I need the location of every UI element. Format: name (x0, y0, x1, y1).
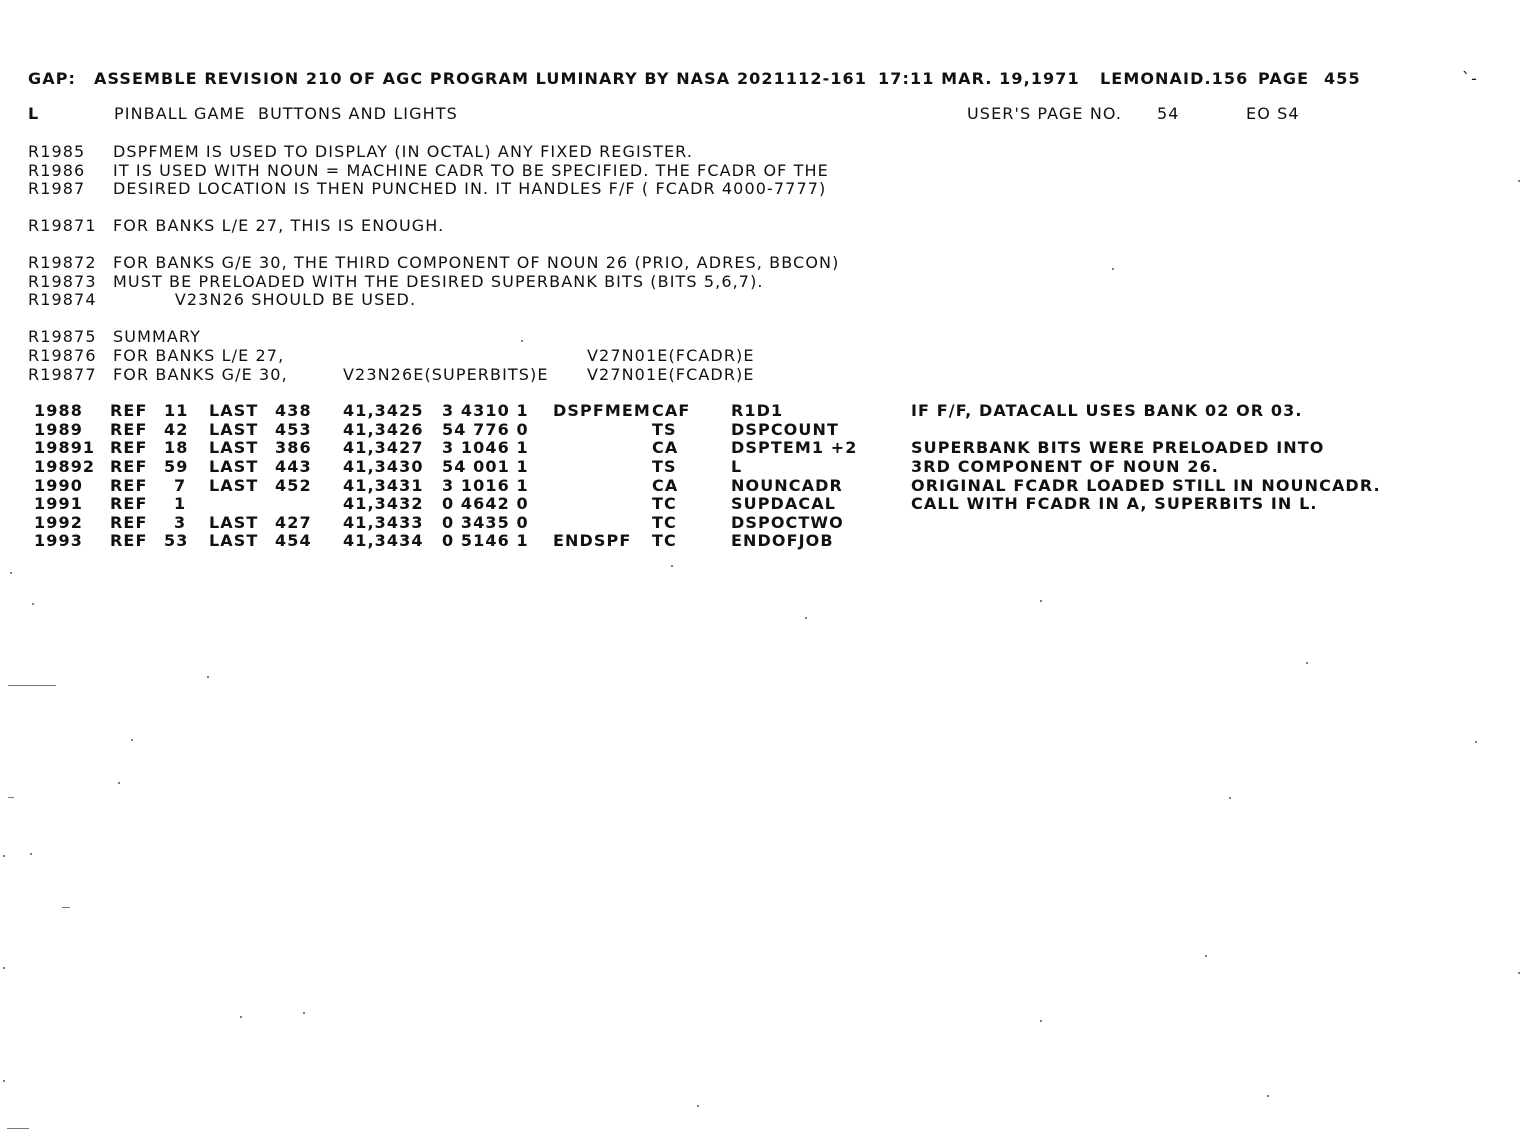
subheader-letter: L (28, 104, 40, 123)
scan-speck (10, 572, 12, 574)
operand: NOUNCADR (731, 476, 843, 495)
users-page-label: USER'S PAGE NO. (967, 104, 1123, 123)
last-number: 453 (275, 420, 312, 439)
symbol-label: DSPFMEM (553, 401, 651, 420)
scan-speck (805, 617, 807, 619)
scan-speck (303, 1012, 305, 1014)
ref-count: 1 (174, 494, 187, 513)
operand: DSPOCTWO (731, 513, 844, 532)
address: 41,3425 (343, 401, 424, 420)
address: 41,3434 (343, 531, 424, 550)
address: 41,3426 (343, 420, 424, 439)
scan-speck (1112, 268, 1114, 270)
scan-speck (1475, 741, 1477, 743)
octal-word: 3 1046 1 (442, 438, 529, 457)
remark-id: R19874 (28, 290, 97, 309)
line-number: 1992 (34, 513, 83, 532)
eo-code: EO S4 (1246, 104, 1300, 123)
corner-mark: `- (1462, 69, 1478, 88)
ref-count: 3 (174, 513, 187, 532)
users-page-number: 54 (1157, 104, 1180, 123)
remark-text: FOR BANKS L/E 27, (113, 346, 285, 365)
scan-speck (30, 853, 32, 855)
scan-speck (1518, 972, 1520, 974)
comment: IF F/F, DATACALL USES BANK 02 OR 03. (911, 401, 1303, 420)
operand: DSPCOUNT (731, 420, 839, 439)
remark-text: DESIRED LOCATION IS THEN PUNCHED IN. IT HANDLES F/F ( FCADR 4000-7777) (113, 179, 827, 198)
scan-speck (671, 565, 673, 567)
opcode: TC (652, 531, 677, 550)
remark-text: MUST BE PRELOADED WITH THE DESIRED SUPERBANK BITS (BITS 5,6,7). (113, 272, 764, 291)
page-number: 455 (1324, 69, 1361, 88)
remark-text: DSPFMEM IS USED TO DISPLAY (IN OCTAL) ANY FIXED REGISTER. (113, 142, 694, 161)
ref-count: 11 (164, 401, 189, 420)
scan-speck (3, 855, 5, 857)
address: 41,3427 (343, 438, 424, 457)
last-label: LAST (209, 401, 259, 420)
opcode: CAF (652, 401, 691, 420)
line-number: 19892 (34, 457, 96, 476)
operand: SUPDACAL (731, 494, 837, 513)
last-number: 386 (275, 438, 312, 457)
scan-speck (131, 739, 133, 741)
octal-word: 3 1016 1 (442, 476, 529, 495)
table-row (0, 532, 1536, 766)
last-number: 452 (275, 476, 312, 495)
remark-id: R1986 (28, 161, 86, 180)
line-number: 1993 (34, 531, 83, 550)
ref-label: REF (110, 513, 148, 532)
scan-speck (240, 1016, 242, 1018)
ref-count: 53 (164, 531, 189, 550)
scan-speck (3, 967, 5, 969)
remark-text: V23N26 SHOULD BE USED. (113, 290, 417, 309)
scan-speck (1205, 955, 1207, 957)
comment: SUPERBANK BITS WERE PRELOADED INTO (911, 438, 1325, 457)
scan-dash (62, 907, 70, 908)
ref-label: REF (110, 457, 148, 476)
opcode: TC (652, 494, 677, 513)
remark-text: FOR BANKS L/E 27, THIS IS ENOUGH. (113, 216, 445, 235)
remark-col3: V27N01E(FCADR)E (587, 346, 755, 365)
operand: DSPTEM1 +2 (731, 438, 858, 457)
comment: CALL WITH FCADR IN A, SUPERBITS IN L. (911, 494, 1318, 513)
remark-id: R1987 (28, 179, 86, 198)
ref-label: REF (110, 438, 148, 457)
line-number: 1989 (34, 420, 83, 439)
last-number: 438 (275, 401, 312, 420)
scan-speck (1040, 1020, 1042, 1022)
octal-word: 54 001 1 (442, 457, 529, 476)
ref-label: REF (110, 420, 148, 439)
scan-speck (521, 340, 523, 342)
remark-id: R1985 (28, 142, 86, 161)
ref-label: REF (110, 494, 148, 513)
scan-dash (8, 797, 14, 798)
gap-label: GAP: (28, 69, 77, 88)
opcode: TC (652, 513, 677, 532)
operand: L (731, 457, 743, 476)
remark-col2: V23N26E(SUPERBITS)E (343, 365, 549, 384)
scan-speck (697, 1105, 699, 1107)
scan-speck (1518, 180, 1520, 182)
remark-id: R19872 (28, 253, 97, 272)
scan-speck (1306, 662, 1308, 664)
line-number: 1990 (34, 476, 83, 495)
remark-id: R19876 (28, 346, 97, 365)
line-number: 1988 (34, 401, 83, 420)
remark-text: FOR BANKS G/E 30, THE THIRD COMPONENT OF NOUN 26 (PRIO, ADRES, BBCON) (113, 253, 840, 272)
remark-text: FOR BANKS G/E 30, (113, 365, 288, 384)
scan-dash (7, 1128, 29, 1129)
address: 41,3432 (343, 494, 424, 513)
scan-speck (1040, 600, 1042, 602)
comment: 3RD COMPONENT OF NOUN 26. (911, 457, 1219, 476)
opcode: CA (652, 438, 679, 457)
scan-speck (3, 1080, 5, 1082)
ref-count: 18 (164, 438, 189, 457)
ref-count: 59 (164, 457, 189, 476)
operand: R1D1 (731, 401, 784, 420)
last-label: LAST (209, 531, 259, 550)
octal-word: 0 3435 0 (442, 513, 529, 532)
octal-word: 0 4642 0 (442, 494, 529, 513)
ref-label: REF (110, 476, 148, 495)
last-number: 454 (275, 531, 312, 550)
ref-count: 42 (164, 420, 189, 439)
last-label: LAST (209, 457, 259, 476)
line-number: 1991 (34, 494, 83, 513)
last-number: 443 (275, 457, 312, 476)
scan-speck (32, 603, 34, 605)
scan-speck (1267, 1095, 1269, 1097)
last-label: LAST (209, 513, 259, 532)
remark-id: R19875 (28, 327, 97, 346)
address: 41,3430 (343, 457, 424, 476)
last-number: 427 (275, 513, 312, 532)
symbol-label: ENDSPF (553, 531, 632, 550)
remark-id: R19871 (28, 216, 97, 235)
scan-speck (118, 782, 120, 784)
last-label: LAST (209, 438, 259, 457)
ref-count: 7 (174, 476, 187, 495)
octal-word: 3 4310 1 (442, 401, 529, 420)
octal-word: 54 776 0 (442, 420, 529, 439)
address: 41,3431 (343, 476, 424, 495)
opcode: TS (652, 457, 677, 476)
remark-text: IT IS USED WITH NOUN = MACHINE CADR TO BE SPECIFIED. THE FCADR OF THE (113, 161, 829, 180)
scan-speck (1229, 797, 1231, 799)
page-label: PAGE (1258, 69, 1310, 88)
scan-speck (207, 676, 209, 678)
address: 41,3433 (343, 513, 424, 532)
scan-dash (8, 685, 56, 686)
opcode: CA (652, 476, 679, 495)
line-number: 19891 (34, 438, 96, 457)
remark-id: R19877 (28, 365, 97, 384)
opcode: TS (652, 420, 677, 439)
octal-word: 0 5146 1 (442, 531, 529, 550)
last-label: LAST (209, 420, 259, 439)
remark-id: R19873 (28, 272, 97, 291)
ref-label: REF (110, 531, 148, 550)
comment: ORIGINAL FCADR LOADED STILL IN NOUNCADR. (911, 476, 1381, 495)
section-title: PINBALL GAME BUTTONS AND LIGHTS (114, 104, 458, 123)
assemble-title: ASSEMBLE REVISION 210 OF AGC PROGRAM LUMINARY BY NASA 2021112-161 (94, 69, 868, 88)
remark-text: SUMMARY (113, 327, 201, 346)
timestamp: 17:11 MAR. 19,1971 (878, 69, 1080, 88)
ref-label: REF (110, 401, 148, 420)
remark-col3: V27N01E(FCADR)E (587, 365, 755, 384)
job-name: LEMONAID.156 (1100, 69, 1249, 88)
operand: ENDOFJOB (731, 531, 834, 550)
last-label: LAST (209, 476, 259, 495)
